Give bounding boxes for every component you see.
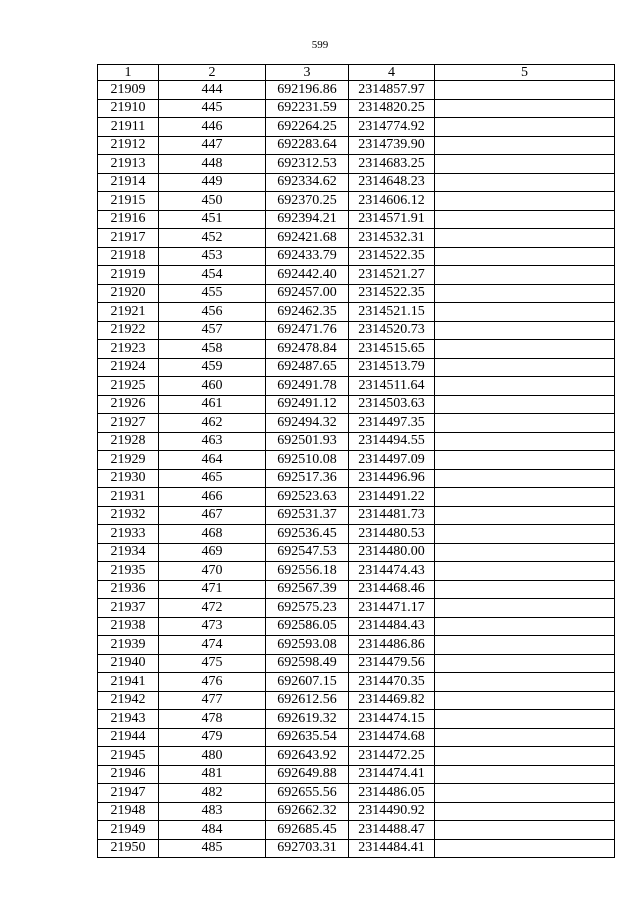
table-cell: 21918 [98, 247, 159, 266]
table-cell: 21932 [98, 506, 159, 525]
table-cell [435, 488, 615, 507]
table-cell: 463 [159, 432, 266, 451]
table-cell: 21934 [98, 543, 159, 562]
table-cell: 21928 [98, 432, 159, 451]
table-cell [435, 395, 615, 414]
table-cell: 21947 [98, 784, 159, 803]
table-cell [435, 377, 615, 396]
table-row [98, 802, 615, 821]
table-cell: 692457.00 [266, 284, 349, 303]
table-cell: 2314511.64 [349, 377, 435, 396]
table-cell: 2314480.00 [349, 543, 435, 562]
table-row [98, 543, 615, 562]
table-cell: 2314484.41 [349, 839, 435, 858]
table-cell: 2314497.09 [349, 451, 435, 470]
page-number: 599 [311, 39, 329, 51]
table-cell [435, 266, 615, 285]
table-cell: 692567.39 [266, 580, 349, 599]
table-cell [435, 673, 615, 692]
table-cell: 21927 [98, 414, 159, 433]
table-row [98, 136, 615, 155]
table-row [98, 321, 615, 340]
table-cell: 21930 [98, 469, 159, 488]
table-cell: 692471.76 [266, 321, 349, 340]
table-cell: 452 [159, 229, 266, 248]
table-cell [435, 414, 615, 433]
table-cell [435, 155, 615, 174]
table-cell: 21950 [98, 839, 159, 858]
table-cell: 470 [159, 562, 266, 581]
table-cell: 692494.32 [266, 414, 349, 433]
table-cell: 21943 [98, 710, 159, 729]
table-cell: 2314503.63 [349, 395, 435, 414]
column-header: 5 [435, 65, 615, 81]
table-cell [435, 802, 615, 821]
table-row [98, 765, 615, 784]
table-cell [435, 210, 615, 229]
table-cell: 692598.49 [266, 654, 349, 673]
table-cell [435, 728, 615, 747]
table-cell: 2314739.90 [349, 136, 435, 155]
table-cell [435, 710, 615, 729]
table-cell: 2314490.92 [349, 802, 435, 821]
table-cell [435, 562, 615, 581]
table-cell: 692264.25 [266, 118, 349, 137]
table-cell: 451 [159, 210, 266, 229]
table-cell: 21935 [98, 562, 159, 581]
table-cell: 474 [159, 636, 266, 655]
table-cell: 21942 [98, 691, 159, 710]
table-cell [435, 247, 615, 266]
table-cell: 692487.65 [266, 358, 349, 377]
table-cell: 2314494.55 [349, 432, 435, 451]
table-cell [435, 321, 615, 340]
table-row [98, 377, 615, 396]
table-cell: 692517.36 [266, 469, 349, 488]
table-row [98, 358, 615, 377]
table-cell: 480 [159, 747, 266, 766]
table-cell [435, 599, 615, 618]
table-cell [435, 543, 615, 562]
table-row [98, 266, 615, 285]
table-cell: 692370.25 [266, 192, 349, 211]
table-cell: 2314488.47 [349, 821, 435, 840]
column-header: 4 [349, 65, 435, 81]
table-cell: 2314522.35 [349, 247, 435, 266]
table-cell: 21944 [98, 728, 159, 747]
table-cell: 692510.08 [266, 451, 349, 470]
table-cell: 21939 [98, 636, 159, 655]
table-cell [435, 617, 615, 636]
table-cell: 21919 [98, 266, 159, 285]
table-cell: 482 [159, 784, 266, 803]
table-row [98, 710, 615, 729]
table-cell: 459 [159, 358, 266, 377]
table-cell [435, 580, 615, 599]
table-cell: 692575.23 [266, 599, 349, 618]
table-cell: 444 [159, 81, 266, 100]
table-row [98, 784, 615, 803]
table-cell: 21936 [98, 580, 159, 599]
table-cell: 692635.54 [266, 728, 349, 747]
table-cell: 2314648.23 [349, 173, 435, 192]
table-cell: 449 [159, 173, 266, 192]
table-cell: 2314480.53 [349, 525, 435, 544]
table-cell [435, 284, 615, 303]
table-cell: 2314606.12 [349, 192, 435, 211]
table-row [98, 340, 615, 359]
table-cell: 471 [159, 580, 266, 599]
table-cell: 692655.56 [266, 784, 349, 803]
table-cell [435, 99, 615, 118]
table-cell: 2314513.79 [349, 358, 435, 377]
table-cell: 692612.56 [266, 691, 349, 710]
table-row [98, 414, 615, 433]
table-cell: 692491.78 [266, 377, 349, 396]
table-cell: 21948 [98, 802, 159, 821]
table-cell: 692312.53 [266, 155, 349, 174]
table-cell: 692703.31 [266, 839, 349, 858]
table-cell: 2314571.91 [349, 210, 435, 229]
table-cell: 692334.62 [266, 173, 349, 192]
table-cell: 21916 [98, 210, 159, 229]
table-cell: 692649.88 [266, 765, 349, 784]
table-row [98, 229, 615, 248]
table-header-row [98, 65, 615, 81]
table-cell: 466 [159, 488, 266, 507]
column-header: 1 [98, 65, 159, 81]
table-cell: 2314474.43 [349, 562, 435, 581]
table-cell: 2314471.17 [349, 599, 435, 618]
table-cell: 692593.08 [266, 636, 349, 655]
table-cell: 481 [159, 765, 266, 784]
table-cell: 479 [159, 728, 266, 747]
table-cell: 460 [159, 377, 266, 396]
table-cell: 692619.32 [266, 710, 349, 729]
table-cell [435, 229, 615, 248]
table-cell: 485 [159, 839, 266, 858]
table-cell: 462 [159, 414, 266, 433]
table-row [98, 192, 615, 211]
table-cell: 21912 [98, 136, 159, 155]
table-cell: 21931 [98, 488, 159, 507]
table-cell: 2314484.43 [349, 617, 435, 636]
table-cell: 2314520.73 [349, 321, 435, 340]
table-cell [435, 173, 615, 192]
table-row [98, 562, 615, 581]
table-cell: 2314522.35 [349, 284, 435, 303]
table-cell: 21917 [98, 229, 159, 248]
table-cell: 2314820.25 [349, 99, 435, 118]
table-row [98, 432, 615, 451]
table-row [98, 839, 615, 858]
table-cell: 21949 [98, 821, 159, 840]
table-cell: 464 [159, 451, 266, 470]
table-cell: 477 [159, 691, 266, 710]
table-cell: 445 [159, 99, 266, 118]
table-cell: 473 [159, 617, 266, 636]
table-cell: 2314515.65 [349, 340, 435, 359]
table-row [98, 303, 615, 322]
table-cell: 2314470.35 [349, 673, 435, 692]
table-cell: 692531.37 [266, 506, 349, 525]
table-cell [435, 303, 615, 322]
table-cell: 21933 [98, 525, 159, 544]
table-cell [435, 636, 615, 655]
table-cell: 692462.35 [266, 303, 349, 322]
table-row [98, 81, 615, 100]
table-cell: 483 [159, 802, 266, 821]
table-cell: 2314474.15 [349, 710, 435, 729]
table-cell: 461 [159, 395, 266, 414]
table-cell: 446 [159, 118, 266, 137]
table-cell: 2314486.05 [349, 784, 435, 803]
table-cell: 476 [159, 673, 266, 692]
table-cell: 21913 [98, 155, 159, 174]
table-cell: 692586.05 [266, 617, 349, 636]
column-header: 3 [266, 65, 349, 81]
table-row [98, 210, 615, 229]
table-row [98, 99, 615, 118]
table-cell: 692196.86 [266, 81, 349, 100]
table-cell: 454 [159, 266, 266, 285]
table-cell: 21938 [98, 617, 159, 636]
table-cell [435, 839, 615, 858]
table-cell: 21914 [98, 173, 159, 192]
table-cell [435, 432, 615, 451]
table-cell: 692491.12 [266, 395, 349, 414]
table-cell [435, 81, 615, 100]
table-cell: 21911 [98, 118, 159, 137]
table-cell [435, 358, 615, 377]
table-cell: 692283.64 [266, 136, 349, 155]
table-row [98, 118, 615, 137]
table-row [98, 488, 615, 507]
table-cell: 2314521.27 [349, 266, 435, 285]
table-cell: 21922 [98, 321, 159, 340]
table-cell [435, 691, 615, 710]
table-cell: 447 [159, 136, 266, 155]
table-cell [435, 451, 615, 470]
table-cell: 2314468.46 [349, 580, 435, 599]
table-cell: 2314683.25 [349, 155, 435, 174]
table-row [98, 173, 615, 192]
table-row [98, 451, 615, 470]
table-row [98, 525, 615, 544]
table-cell: 2314469.82 [349, 691, 435, 710]
table-cell [435, 469, 615, 488]
coordinates-table [97, 64, 615, 858]
table-cell: 2314496.96 [349, 469, 435, 488]
table-cell: 692478.84 [266, 340, 349, 359]
table-row [98, 247, 615, 266]
table-row [98, 506, 615, 525]
table-cell: 692607.15 [266, 673, 349, 692]
table-cell: 21921 [98, 303, 159, 322]
table-cell: 692442.40 [266, 266, 349, 285]
table-cell: 2314857.97 [349, 81, 435, 100]
table-cell: 2314472.25 [349, 747, 435, 766]
table-cell: 2314497.35 [349, 414, 435, 433]
table-cell: 692433.79 [266, 247, 349, 266]
table-row [98, 617, 615, 636]
table-cell [435, 136, 615, 155]
table-row [98, 395, 615, 414]
table-cell: 692421.68 [266, 229, 349, 248]
table-cell [435, 784, 615, 803]
table-cell: 455 [159, 284, 266, 303]
table-cell: 21941 [98, 673, 159, 692]
table-cell [435, 192, 615, 211]
table-row [98, 636, 615, 655]
table-cell: 21945 [98, 747, 159, 766]
table-cell: 21923 [98, 340, 159, 359]
table-cell [435, 654, 615, 673]
column-header: 2 [159, 65, 266, 81]
table-cell: 21946 [98, 765, 159, 784]
table-cell: 468 [159, 525, 266, 544]
table-cell: 21940 [98, 654, 159, 673]
table-cell: 21915 [98, 192, 159, 211]
table-cell: 21929 [98, 451, 159, 470]
table-cell [435, 525, 615, 544]
table-cell: 2314774.92 [349, 118, 435, 137]
table-cell [435, 747, 615, 766]
table-row [98, 580, 615, 599]
table-cell: 21926 [98, 395, 159, 414]
table-cell: 692556.18 [266, 562, 349, 581]
table-cell: 21920 [98, 284, 159, 303]
table-cell: 692523.63 [266, 488, 349, 507]
table-cell [435, 765, 615, 784]
table-cell: 453 [159, 247, 266, 266]
table-cell: 448 [159, 155, 266, 174]
table-cell: 2314474.41 [349, 765, 435, 784]
table-cell: 21910 [98, 99, 159, 118]
table-row [98, 673, 615, 692]
table-cell: 458 [159, 340, 266, 359]
table-cell: 692501.93 [266, 432, 349, 451]
table-row [98, 284, 615, 303]
table-row [98, 821, 615, 840]
table-row [98, 654, 615, 673]
table-row [98, 691, 615, 710]
table-cell [435, 821, 615, 840]
table-cell: 456 [159, 303, 266, 322]
table-cell: 692547.53 [266, 543, 349, 562]
table-cell [435, 118, 615, 137]
table-cell: 475 [159, 654, 266, 673]
table-cell: 692662.32 [266, 802, 349, 821]
table-cell: 450 [159, 192, 266, 211]
table-cell: 21925 [98, 377, 159, 396]
table-cell: 465 [159, 469, 266, 488]
table-cell: 2314486.86 [349, 636, 435, 655]
table-body [98, 81, 615, 858]
table-cell: 2314491.22 [349, 488, 435, 507]
table-cell: 21937 [98, 599, 159, 618]
table-row [98, 155, 615, 174]
table-cell: 21909 [98, 81, 159, 100]
table-cell: 2314474.68 [349, 728, 435, 747]
table-row [98, 469, 615, 488]
table-cell [435, 340, 615, 359]
table-cell: 21924 [98, 358, 159, 377]
table-cell: 692536.45 [266, 525, 349, 544]
table-cell: 478 [159, 710, 266, 729]
table-cell: 2314481.73 [349, 506, 435, 525]
table-cell: 692394.21 [266, 210, 349, 229]
table-cell: 692685.45 [266, 821, 349, 840]
table-cell: 484 [159, 821, 266, 840]
table-cell [435, 506, 615, 525]
table-row [98, 728, 615, 747]
table-cell: 457 [159, 321, 266, 340]
table-cell: 692231.59 [266, 99, 349, 118]
table-row [98, 599, 615, 618]
table-cell: 2314521.15 [349, 303, 435, 322]
table-cell: 2314479.56 [349, 654, 435, 673]
table-cell: 467 [159, 506, 266, 525]
table-cell: 472 [159, 599, 266, 618]
table-cell: 692643.92 [266, 747, 349, 766]
table-row [98, 747, 615, 766]
table-cell: 2314532.31 [349, 229, 435, 248]
table-cell: 469 [159, 543, 266, 562]
